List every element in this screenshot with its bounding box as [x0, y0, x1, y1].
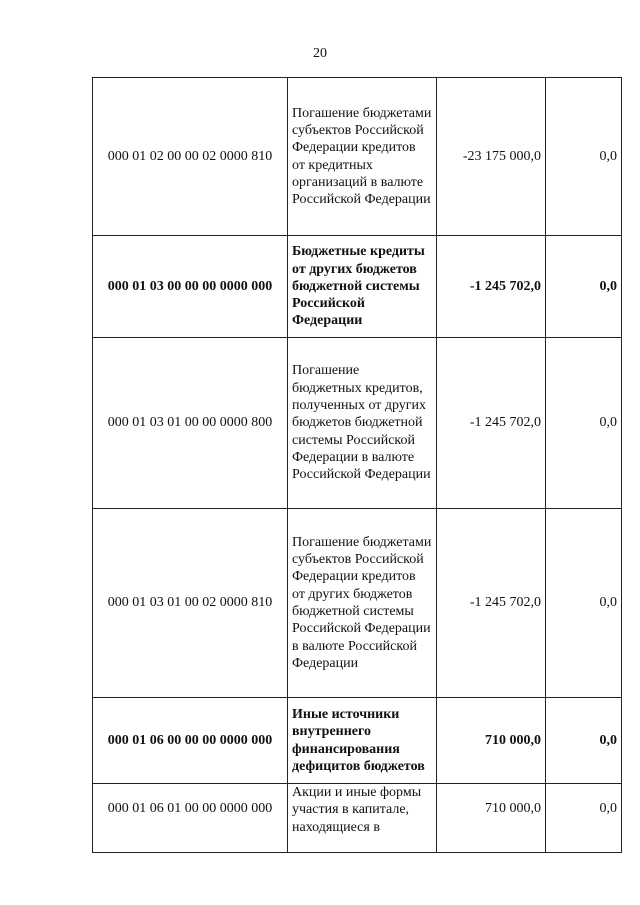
budget-sources-table [92, 77, 622, 853]
amount-next-year-cell: 0,0 [546, 784, 622, 853]
amount-cell: -1 245 702,0 [437, 338, 546, 509]
budget-code-cell: 000 01 03 01 00 02 0000 810 [93, 509, 288, 698]
amount-cell: -1 245 702,0 [437, 236, 546, 338]
amount-next-year-cell: 0,0 [546, 236, 622, 338]
page-number: 20 [313, 46, 327, 61]
source-name-cell: Иные источники внутреннего финансирования дефицитов бюджетов [288, 698, 437, 784]
amount-cell: 710 000,0 [437, 698, 546, 784]
table-row [93, 509, 622, 698]
source-name-cell: Погашение бюджетами субъектов Российской Федерации кредитов от кредитных организаций в валюте Российской Федерации [288, 78, 437, 236]
budget-code-cell: 000 01 03 01 00 00 0000 800 [93, 338, 288, 509]
amount-next-year-cell: 0,0 [546, 338, 622, 509]
amount-next-year-cell: 0,0 [546, 509, 622, 698]
table-row [93, 78, 622, 236]
source-name-cell: Погашение бюджетами субъектов Российской Федерации кредитов от других бюджетов бюджетной системы Российской Федерации в валюте Российской Федерации [288, 509, 437, 698]
amount-cell: -1 245 702,0 [437, 509, 546, 698]
source-name-cell: Акции и иные формы участия в капитале, находящиеся в [288, 784, 437, 853]
table-row [93, 338, 622, 509]
budget-code-cell: 000 01 06 00 00 00 0000 000 [93, 698, 288, 784]
source-name-cell: Погашение бюджетных кредитов, полученных от других бюджетов бюджетной системы Российской Федерации в валюте Российской Федерации [288, 338, 437, 509]
source-name-cell: Бюджетные кредиты от других бюджетов бюджетной системы Российской Федерации [288, 236, 437, 338]
table-row [93, 698, 622, 784]
budget-code-cell: 000 01 03 00 00 00 0000 000 [93, 236, 288, 338]
amount-next-year-cell: 0,0 [546, 78, 622, 236]
table-row [93, 784, 622, 853]
amount-next-year-cell: 0,0 [546, 698, 622, 784]
budget-code-cell: 000 01 02 00 00 02 0000 810 [93, 78, 288, 236]
amount-cell: 710 000,0 [437, 784, 546, 853]
table-row [93, 236, 622, 338]
budget-code-cell: 000 01 06 01 00 00 0000 000 [93, 784, 288, 853]
amount-cell: -23 175 000,0 [437, 78, 546, 236]
